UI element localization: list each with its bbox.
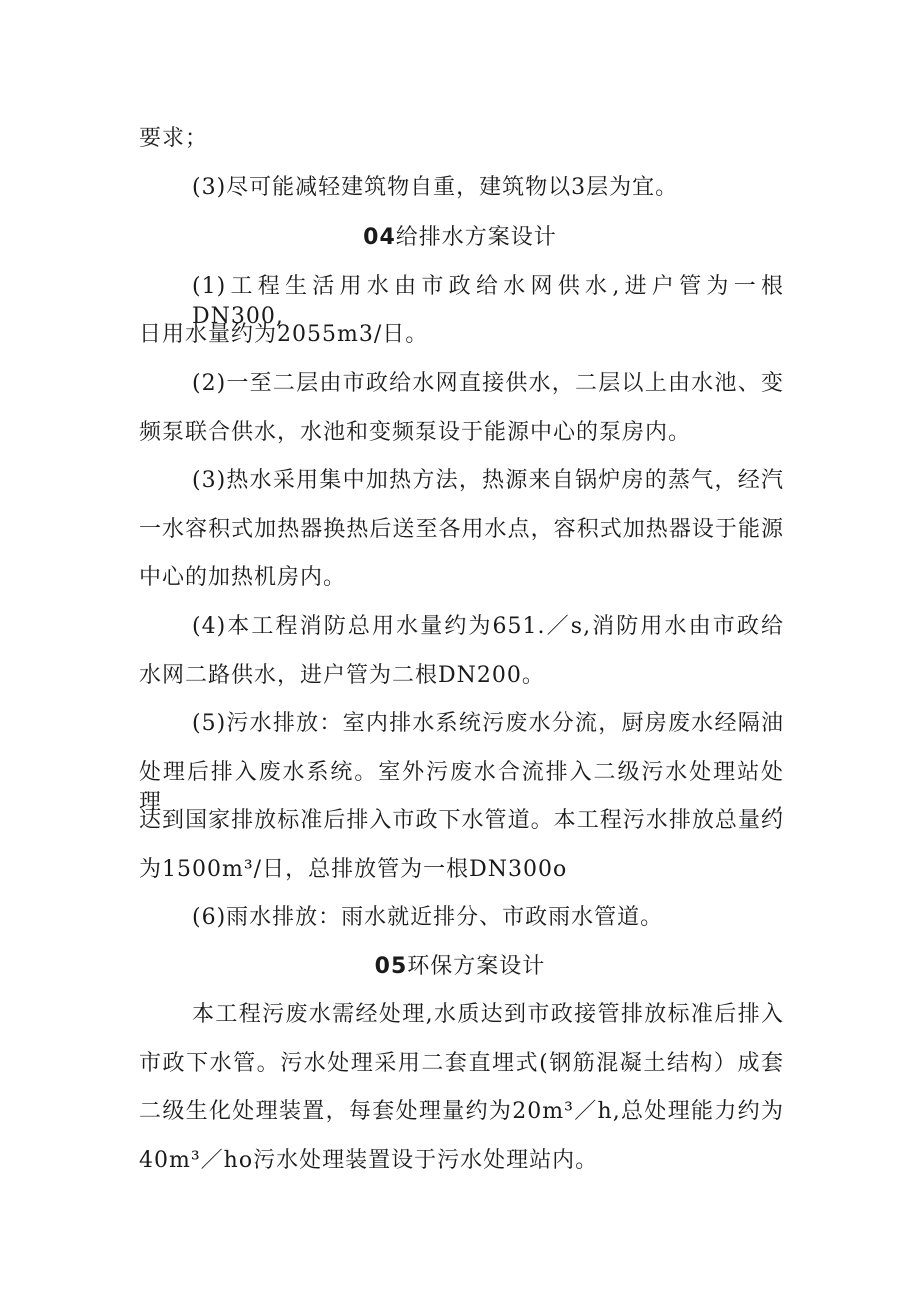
paragraph-line: (2)一至二层由市政给水网直接供水，二层以上由水池、变	[192, 371, 784, 396]
paragraph-line: 处理后排入废水系统。室外污废水合流排入二级污水处理站处理,	[139, 760, 784, 815]
paragraph-line: (4)本工程消防总用水量约为651.／s,消防用水由市政给	[192, 614, 784, 639]
section-number: 05	[374, 954, 408, 979]
paragraph-line: 达到国家排放标准后排入市政下水管道。本工程污水排放总量约	[139, 808, 784, 833]
paragraph-line: 二级生化处理装置，每套处理量约为20m³／h,总处理能力约为	[139, 1099, 784, 1124]
section-heading-05	[0, 952, 920, 982]
paragraph-line: (3)尽可能减轻建筑物自重，建筑物以3层为宜。	[192, 175, 679, 200]
paragraph-line: 40m³／ho污水处理装置设于污水处理站内。	[139, 1148, 599, 1173]
paragraph-line: (3)热水采用集中加热方法，热源来自锅炉房的蒸气，经汽	[192, 468, 784, 493]
paragraph-line: (1)工程生活用水由市政给水网供水,进户管为一根DN300,	[192, 274, 784, 329]
paragraph-line: 频泵联合供水，水池和变频泵设于能源中心的泵房内。	[139, 420, 692, 445]
section-heading-04	[0, 223, 920, 253]
paragraph-line: 为1500m³/日，总排放管为一根DN300o	[139, 857, 568, 882]
section-title: 环保方案设计	[407, 954, 546, 979]
paragraph-line: 中心的加热机房内。	[139, 565, 347, 590]
paragraph-line: 一水容积式加热器换热后送至各用水点，容积式加热器设于能源	[139, 517, 784, 542]
paragraph-line: 要求；	[139, 126, 209, 151]
paragraph-line: (5)污水排放：室内排水系统污废水分流，厨房废水经隔油	[192, 711, 784, 736]
section-title: 给排水方案设计	[395, 225, 557, 250]
paragraph-line: 日用水量约为2055m3/日。	[139, 322, 429, 347]
section-number: 04	[363, 225, 396, 250]
paragraph-line: (6)雨水排放：雨水就近排分、市政雨水管道。	[192, 905, 664, 930]
paragraph-line: 水网二路供水，进户管为二根DN200。	[139, 663, 545, 688]
paragraph-line: 市政下水管。污水处理采用二套直埋式(钢筋混凝土结构）成套	[139, 1051, 784, 1076]
paragraph-line: 本工程污废水需经处理,水质达到市政接管排放标准后排入	[192, 1002, 784, 1027]
